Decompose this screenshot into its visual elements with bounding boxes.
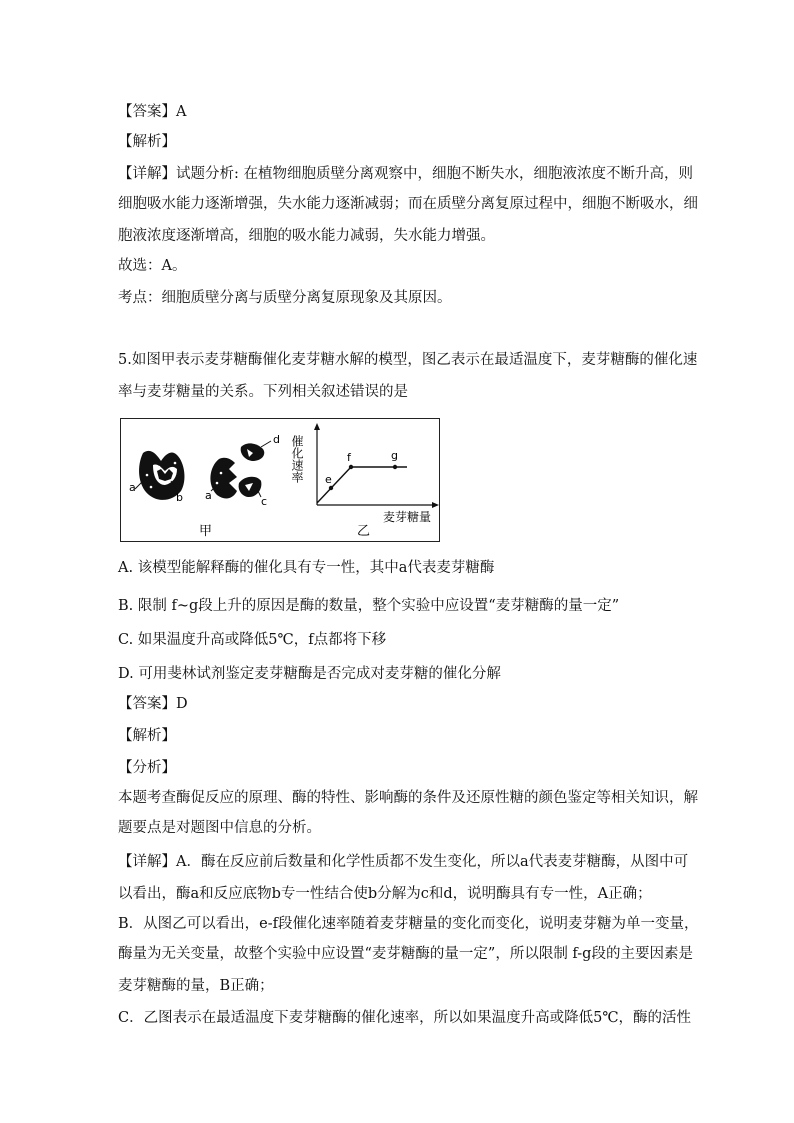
point-e [329,486,333,490]
text-line: C. 如果温度升高或降低5℃，f点都将下移 [118,632,387,648]
label-c: c [261,495,268,508]
text-line: 故选：A。 [118,258,187,274]
point-f-label: f [347,451,351,464]
point-g-label: g [391,449,398,462]
rate-graph [314,423,439,508]
text-line: 麦芽糖酶的量，B正确； [118,978,274,994]
text-line: B．从图乙可以看出，e-f段催化速率随着麦芽糖量的变化而变化，说明麦芽糖为单一变量， [118,916,699,932]
label-b: b [176,491,183,504]
y-axis-label: 催化速率 [290,435,304,483]
text-line: 考点：细胞质壁分离与质壁分离复原现象及其原因。 [118,290,452,306]
text-line: 率与麦芽糖量的关系。下列相关叙述错误的是 [118,384,408,400]
text-line: 以看出，酶a和反应底物b专一性结合使b分解为c和d，说明酶具有专一性，A正确； [118,886,652,902]
label-a-2: a [205,489,212,502]
text-line: 胞液浓度逐渐增高，细胞的吸水能力减弱，失水能力增强。 [118,228,495,244]
text-line: A. 该模型能解释酶的催化具有专一性，其中a代表麦芽糖酶 [118,560,495,576]
panel-label-yi: 乙 [357,524,371,539]
figure-enzyme-model [120,418,440,542]
x-axis-label: 麦芽糖量 [383,510,432,524]
text-line: B. 限制 f~g段上升的原因是酶的数量，整个实验中应设置“麦芽糖酶的量一定” [118,598,620,614]
point-g [393,465,397,469]
text-line: 题要点是对题图中信息的分析。 [118,820,321,836]
text-line: C．乙图表示在最适温度下麦芽糖酶的催化速率，所以如果温度升高或降低5℃，酶的活性 [118,1010,692,1026]
text-line: 【解析】 [118,728,176,744]
y-axis-arrow [314,423,320,430]
x-axis-arrow [432,502,439,508]
text-line: 【答案】D [118,696,188,712]
text-line: 【答案】A [118,104,187,120]
text-line: 【解析】 [118,134,176,150]
enzyme-and-products [210,441,271,498]
text-line: 【详解】A．酶在反应前后数量和化学性质都不发生变化，所以a代表麦芽糖酶，从图中可 [118,854,689,870]
text-line: D. 可用斐林试剂鉴定麦芽糖酶是否完成对麦芽糖的催化分解 [118,666,501,682]
text-line: 【分析】 [118,760,176,776]
label-d: d [273,433,280,446]
text-line: 本题考查酶促反应的原理、酶的特性、影响酶的条件及还原性糖的颜色鉴定等相关知识，解 [118,790,698,806]
text-line: 酶量为无关变量，故整个实验中应设置“麦芽糖酶的量一定”，所以限制 f-g段的主要因素是 [118,946,693,962]
panel-label-jia: 甲 [199,524,213,539]
label-a-1: a [129,481,136,494]
figure-svg [121,419,441,543]
text-line: 5.如图甲表示麦芽糖酶催化麦芽糖水解的模型，图乙表示在最适温度下，麦芽糖酶的催化速 [118,352,698,368]
text-line: 细胞吸水能力逐渐增强，失水能力逐渐减弱；而在质壁分离复原过程中，细胞不断吸水，细 [118,196,698,212]
point-e-label: e [325,473,332,486]
text-line: 【详解】试题分析: 在植物细胞质壁分离观察中，细胞不断失水，细胞液浓度不断升高，则 [118,166,693,182]
point-f [349,465,353,469]
